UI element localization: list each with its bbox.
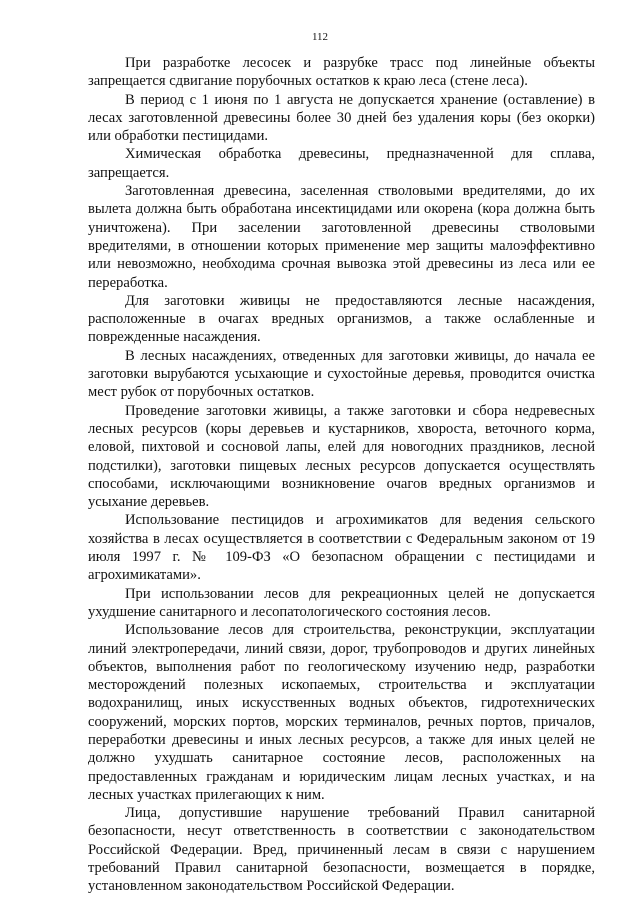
paragraph: Использование пестицидов и агрохимикатов для ведения сельского хозяйства в лесах осуществляется в соответствии с Федеральным законом от 19 июля 1997 г. № 109-ФЗ «О безопасном обращении с пестицидами и агрохимикатами». (88, 512, 595, 584)
paragraph: В лесных насаждениях, отведенных для заготовки живицы, до начала ее заготовки вырубаются усыхающие и сухостойные деревья, проводится очистка мест рубок от порубочных остатков. (88, 347, 595, 401)
paragraph: При использовании лесов для рекреационных целей не допускается ухудшение санитарного и лесопатологического состояния лесов. (88, 585, 595, 620)
document-body (88, 54, 595, 896)
page-number: 112 (311, 31, 329, 43)
paragraph: Лица, допустившие нарушение требований Правил санитарной безопасности, несут ответственность в соответствии с законодательством Российской Федерации. Вред, причиненный лесам в связи с нарушением требований Правил санитарной безопасности, возмещается в порядке, установленном законодательством Российской Федерации. (88, 805, 595, 895)
paragraph: В период с 1 июня по 1 августа не допускается хранение (оставление) в лесах заготовленной древесины более 30 дней без удаления коры (без окорки) или обработки пестицидами. (88, 91, 595, 145)
paragraph: Использование лесов для строительства, реконструкции, эксплуатации линий электропередачи, линий связи, дорог, трубопроводов и других линейных объектов, выполнения работ по геологическому изучению недр, разработки месторождений полезных ископаемых, строительства и эксплуатации водохранилищ, иных искусственных водных объектов, гидротехнических сооружений, морских портов, морских терминалов, речных портов, причалов, переработки древесины и иных лесных ресурсов, а также для иных целей не должно ухудшать санитарное состояние лесов, расположенных на предоставленных гражданам и юридическим лицам лесных участках, и на лесных участках прилегающих к ним. (88, 622, 595, 803)
paragraph: Заготовленная древесина, заселенная стволовыми вредителями, до их вылета должна быть обработана инсектицидами или окорена (кора должна быть уничтожена). При заселении заготовленной древесины стволовыми вредителями, в отношении которых применение мер защиты малоэффективно или невозможно, необходима срочная вывозка этой древесины из леса или ее переработка. (88, 183, 595, 291)
paragraph: Для заготовки живицы не предоставляются лесные насаждения, расположенные в очагах вредных организмов, а также ослабленные и поврежденные насаждения. (88, 292, 595, 346)
paragraph: Проведение заготовки живицы, а также заготовки и сбора недревесных лесных ресурсов (коры деревьев и кустарников, хвороста, веточного корма, еловой, пихтовой и сосновой лапы, елей для новогодних праздников, лесной подстилки), заготовки пищевых лесных ресурсов допускается осуществлять способами, исключающими возникновение очагов вредных организмов и усыхание деревьев. (88, 402, 595, 511)
paragraph: При разработке лесосек и разрубке трасс под линейные объекты запрещается сдвигание порубочных остатков к краю леса (стене леса). (88, 55, 595, 90)
paragraph: Химическая обработка древесины, предназначенной для сплава, запрещается. (88, 146, 595, 181)
